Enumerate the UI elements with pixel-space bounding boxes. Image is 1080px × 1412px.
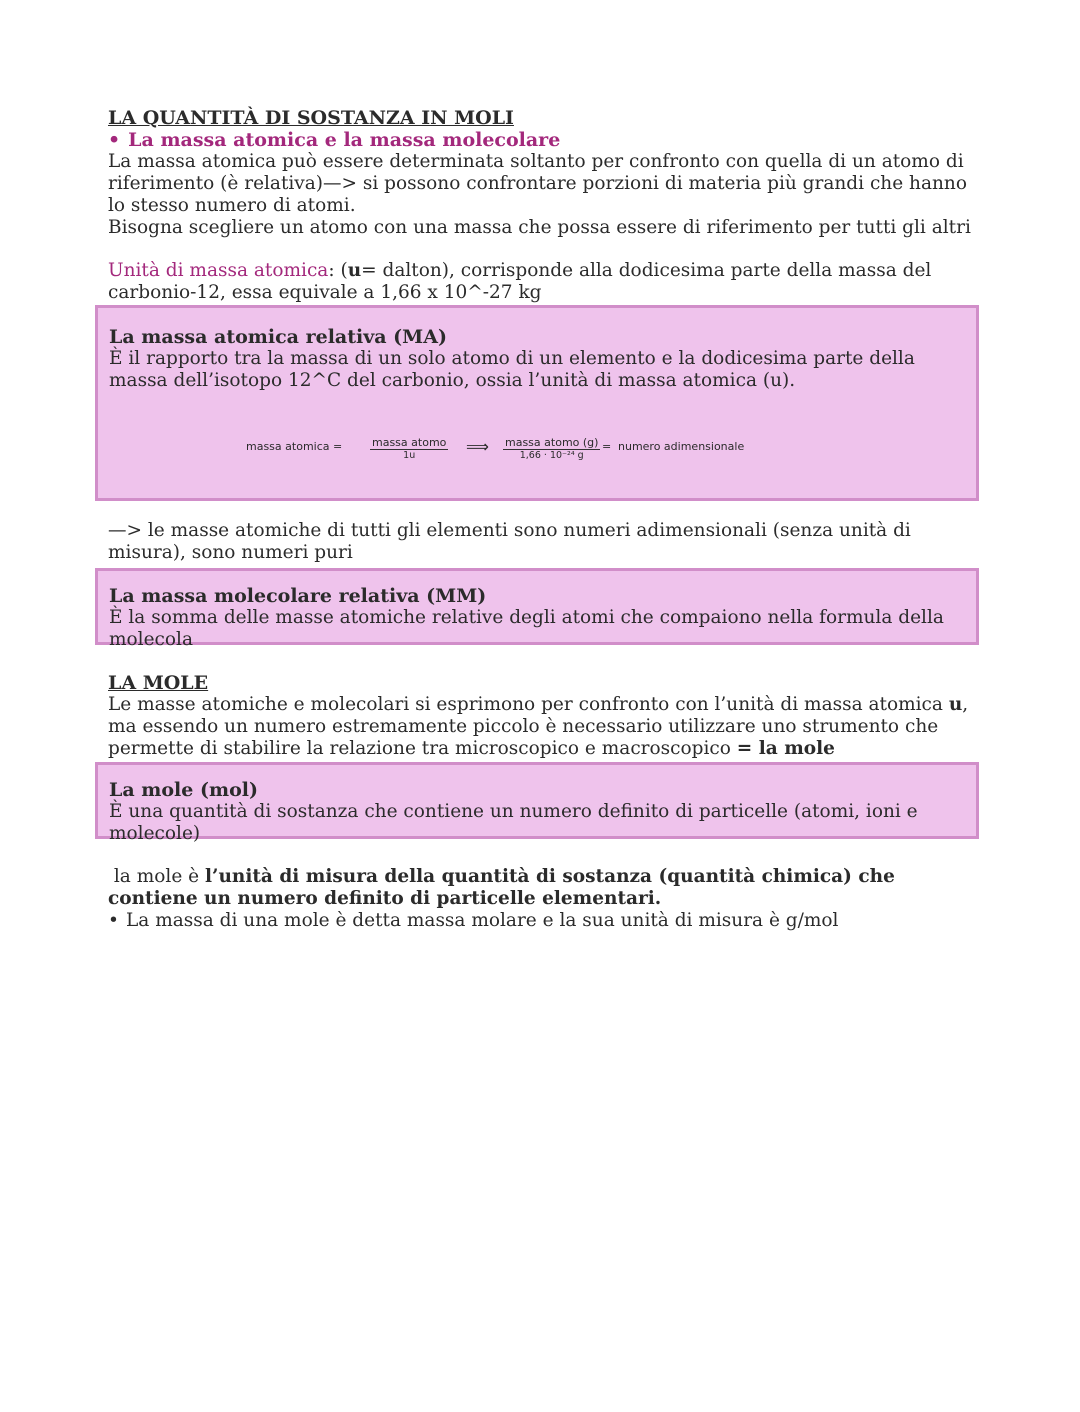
paragraph: Le masse atomiche e molecolari si esprimono per confronto con l’unità di massa atomica u, ma essendo un numero estremamente piccolo è necessario utilizzare uno strumento che permette di stabilire la relazione tra microscopico e macroscopico = la mole — [108, 694, 969, 759]
formula-lhs: massa atomica = — [246, 440, 343, 453]
formula — [98, 436, 976, 476]
box-title: La mole (mol) — [109, 779, 258, 801]
list-item: • La massa di una mole è detta massa molare e la sua unità di misura è g/mol — [108, 910, 988, 932]
formula-fraction: massa atomo 1u — [372, 436, 447, 461]
formula-rhs: numero adimensionale — [618, 440, 745, 453]
paragraph: —> le masse atomiche di tutti gli elementi sono numeri adimensionali (senza unità di misura), sono numeri puri — [108, 520, 911, 563]
box-mole — [95, 762, 979, 844]
section-title: LA MOLE — [108, 672, 209, 694]
uma-label: Unità di massa atomica — [108, 260, 329, 281]
uma-paragraph: Unità di massa atomica: (u= dalton), corrisponde alla dodicesima parte della massa del carbonio-12, essa equivale a 1,66 x 10^-27 kg — [108, 260, 932, 303]
box-text: È una quantità di sostanza che contiene un numero definito di particelle (atomi, ioni e molecole) — [109, 801, 918, 844]
formula-fraction: massa atomo (g) 1,66 · 10⁻²⁴ g — [505, 436, 599, 461]
bullet-icon: • — [108, 129, 121, 151]
section-mole — [108, 672, 988, 760]
arrow-icon: ⟹ — [466, 437, 489, 456]
paragraph: la mole è l’unità di misura della quantità di sostanza (quantità chimica) che contiene un numero definito di particelle elementari. — [108, 866, 895, 909]
paragraph: Bisogna scegliere un atomo con una massa che possa essere di riferimento per tutti gli altri — [108, 217, 971, 238]
box-title: La massa molecolare relativa (MM) — [109, 585, 487, 607]
paragraph: La massa atomica può essere determinata soltanto per confronto con quella di un atomo di riferimento (è relativa)—> si possono confrontare porzioni di materia più grandi che hanno lo stesso numero di atomi. — [108, 151, 967, 216]
box-text: È il rapporto tra la massa di un solo atomo di un elemento e la dodicesima parte della massa dell’isotopo 12^C del carbonio, ossia l’unità di massa atomica (u). — [109, 348, 915, 391]
section-title: LA QUANTITÀ DI SOSTANZA IN MOLI — [108, 107, 514, 129]
box-massa-molecolare — [95, 568, 979, 650]
formula-equals: = — [602, 440, 612, 453]
subsection-title: • La massa atomica e la massa molecolare — [108, 129, 561, 151]
final-section — [108, 866, 988, 932]
box-title: La massa atomica relativa (MA) — [109, 326, 447, 348]
section-quantity — [108, 107, 988, 239]
box-massa-atomica — [95, 305, 979, 501]
box-text: È la somma delle masse atomiche relative degli atomi che compaiono nella formula della molecola — [109, 607, 944, 650]
